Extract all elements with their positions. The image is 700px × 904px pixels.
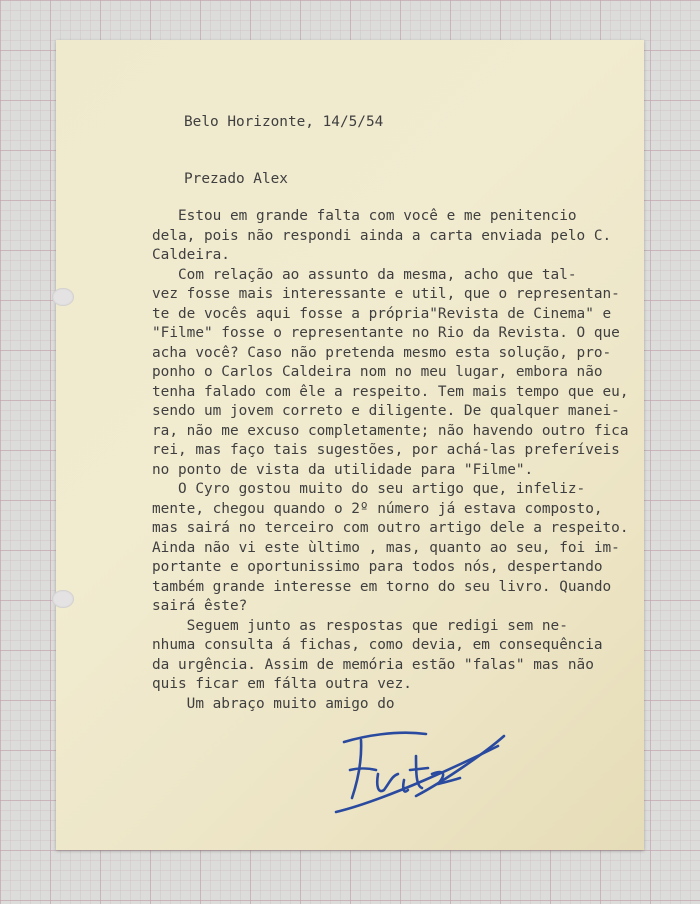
body-line: Estou em grande falta com você e me penitencio	[152, 208, 577, 224]
body-line: Seguem junto as respostas que redigi sem ne-	[152, 617, 568, 634]
signature	[266, 690, 516, 820]
body-line: também grande interesse em torno do seu livro. Quando	[152, 578, 612, 595]
punch-hole-top	[52, 288, 74, 306]
body-line: te de vocês aqui fosse a própria"Revista de Cinema" e	[152, 305, 612, 322]
body-line: acha você? Caso não pretenda mesmo esta solução, pro-	[152, 344, 612, 361]
body-line: ponho o Carlos Caldeira nom no meu lugar, embora não	[152, 364, 603, 380]
body-line: dela, pois não respondi ainda a carta enviada pelo C.	[152, 227, 612, 244]
body-line: Caldeira.	[152, 247, 230, 263]
place-date: Belo Horizonte, 14/5/54	[184, 114, 384, 130]
body-line: vez fosse mais interessante e util, que o representan-	[152, 286, 620, 302]
body-line: mente, chegou quando o 2º número já estava composto,	[152, 500, 603, 517]
body-line: quis ficar em fálta outra vez.	[152, 676, 412, 692]
body-line: tenha falado com êle a respeito. Tem mais tempo que eu,	[152, 383, 629, 400]
body-line: sendo um jovem correto e diligente. De qualquer manei-	[152, 403, 620, 419]
body-line: portante e oportunissimo para todos nós, despertando	[152, 559, 603, 575]
body-line: nhuma consulta á fichas, como devia, em consequência	[152, 637, 603, 653]
body-line: O Cyro gostou muito do seu artigo que, infeliz-	[152, 481, 586, 497]
body-line: Ainda não vi este ùltimo , mas, quanto ao seu, foi im-	[152, 539, 620, 556]
punch-hole-bottom	[52, 590, 74, 608]
body-line: ra, não me excuso completamente; não havendo outro fica	[152, 422, 629, 439]
body-line: mas sairá no terceiro com outro artigo dele a respeito.	[152, 520, 629, 536]
body-line: "Filme" fosse o representante no Rio da Revista. O que	[152, 325, 620, 341]
body-line: da urgência. Assim de memória estão "falas" mas não	[152, 656, 594, 673]
body-line: no ponto de vista da utilidade para "Filme".	[152, 461, 534, 478]
salutation: Prezado Alex	[184, 171, 288, 187]
body-line: Um abraço muito amigo do	[152, 695, 395, 712]
body-line: Com relação ao assunto da mesma, acho que tal-	[152, 266, 577, 283]
body-line: rei, mas faço tais sugestões, por achá-las preferíveis	[152, 442, 620, 458]
letter-body	[152, 207, 629, 714]
letter-sheet	[56, 40, 644, 850]
body-line: sairá êste?	[152, 598, 248, 614]
